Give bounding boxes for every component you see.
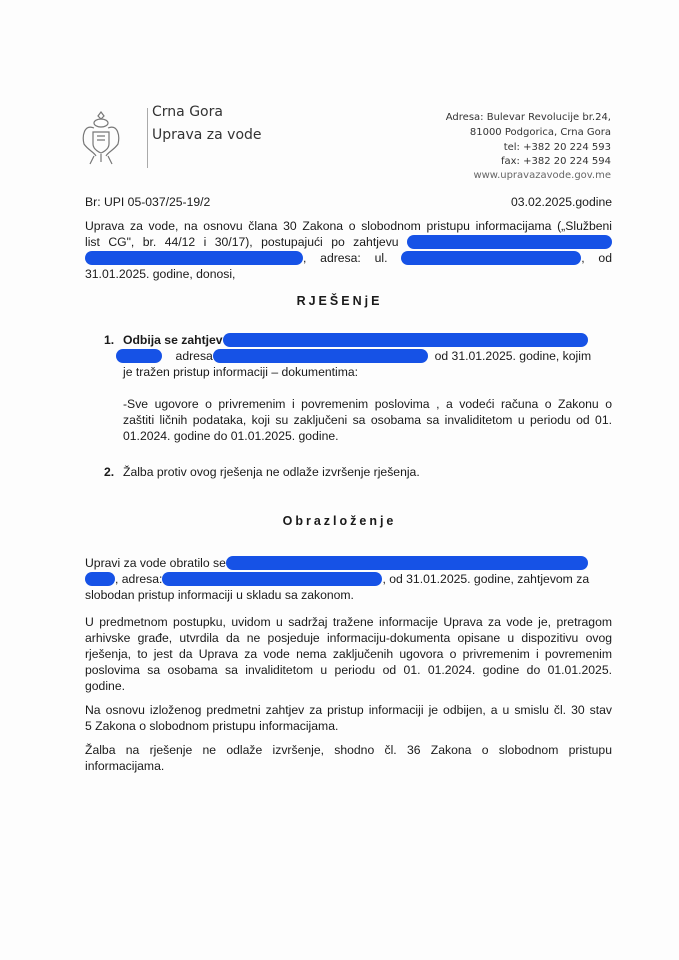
redaction (85, 251, 303, 265)
item-line (116, 348, 612, 364)
reasoning-line: 5 Zakona o slobodnom pristupu informacijama. (85, 719, 339, 733)
document-date: 03.02.2025.godine (511, 195, 612, 209)
reasoning-text: , adresa: (115, 572, 163, 586)
intro-line: 31.01.2025. godine, donosi, (85, 267, 236, 281)
reasoning-line: arhivske građe, utvrdila da ne posjeduje informaciju-dokumenta opisane u dispozitivu ovog (85, 631, 612, 645)
item-subline: 01.2024. godine do 01.01.2025. godine. (123, 429, 339, 443)
reasoning-title: Obrazloženje (282, 514, 397, 528)
reasoning-line: poslovima sa osobama sa invaliditetom u periodu od 01. 01.2024. godine do 01.01.2025. (85, 663, 612, 677)
reasoning-line (85, 555, 612, 571)
redaction (223, 333, 588, 347)
item-subline: -Sve ugovore o privremenim i povremenim poslovima , a vodeći računa o Zakonu o (123, 397, 612, 411)
address-line: 81000 Podgorica, Crna Gora (469, 127, 611, 138)
intro-text: , od (581, 251, 612, 265)
item-number: 1. (104, 333, 115, 347)
item-line: je tražen pristup informaciji – dokumentima: (123, 365, 359, 379)
item-text: adresa (175, 349, 213, 363)
reasoning-line (85, 571, 612, 587)
intro-text: list CG", br. 44/12 i 30/17), postupajući po zahtjevu (85, 235, 399, 249)
address-line: Adresa: Bulevar Revolucije br.24, (445, 112, 611, 123)
redaction (407, 235, 612, 249)
reasoning-line: slobodan pristup informaciji u skladu sa zakonom. (85, 588, 354, 602)
reasoning-line: rješenja, to jest da Uprava za vode nema zaključenih ugovora o privremenim i povremenim (85, 647, 612, 661)
reasoning-text: Upravi za vode obratilo se (85, 556, 226, 570)
intro-line (85, 234, 612, 250)
redaction (162, 572, 382, 586)
country-name: Crna Gora (152, 104, 223, 120)
decision-title: RJEŠENjE (296, 294, 383, 308)
website-link[interactable]: www.upravazavode.gov.me (473, 170, 611, 181)
institution-name: Uprava za vode (152, 127, 262, 143)
reasoning-line: godine. (85, 679, 125, 693)
item-lead: Odbija se zahtjev (123, 333, 223, 347)
redaction (226, 556, 588, 570)
redaction (401, 251, 581, 265)
item-line: Žalba protiv ovog rješenja ne odlaže izvršenje rješenja. (123, 465, 420, 479)
reasoning-text: , od 31.01.2025. godine, zahtjevom za (382, 572, 590, 586)
reasoning-line: Na osnovu izloženog predmetni zahtjev za pristup informaciji je odbijen, a u smislu čl. 30 stav (85, 703, 612, 717)
reasoning-line: U predmetnom postupku, uvidom u sadržaj tražene informacije Uprava za vode je, pretragom (85, 615, 612, 629)
fax: fax: +382 20 224 594 (500, 156, 611, 167)
item-subline: zaštiti ličnih podataka, koji su zaključeni sa osobama sa invaliditetom u periodu od 01. (123, 413, 612, 427)
intro-text: , adresa: ul. (303, 251, 388, 265)
header-divider (147, 108, 148, 168)
reasoning-line: informacijama. (85, 759, 165, 773)
redaction (116, 349, 162, 363)
item-text: od 31.01.2025. godine, kojim (434, 349, 592, 363)
reasoning-line: Žalba na rješenje ne odlaže izvršenje, shodno čl. 36 Zakona o slobodnom pristupu (85, 743, 612, 757)
item-line (123, 332, 612, 348)
item-number: 2. (104, 465, 115, 479)
reference-number: Br: UPI 05-037/25-19/2 (85, 195, 211, 209)
phone: tel: +382 20 224 593 (503, 142, 611, 153)
intro-line (85, 250, 612, 266)
redaction (213, 349, 428, 363)
redaction (85, 572, 115, 586)
coat-of-arms-emblem (80, 110, 122, 166)
intro-line: Uprava za vode, na osnovu člana 30 Zakona o slobodnom pristupu informacijama („Službeni (85, 219, 612, 233)
